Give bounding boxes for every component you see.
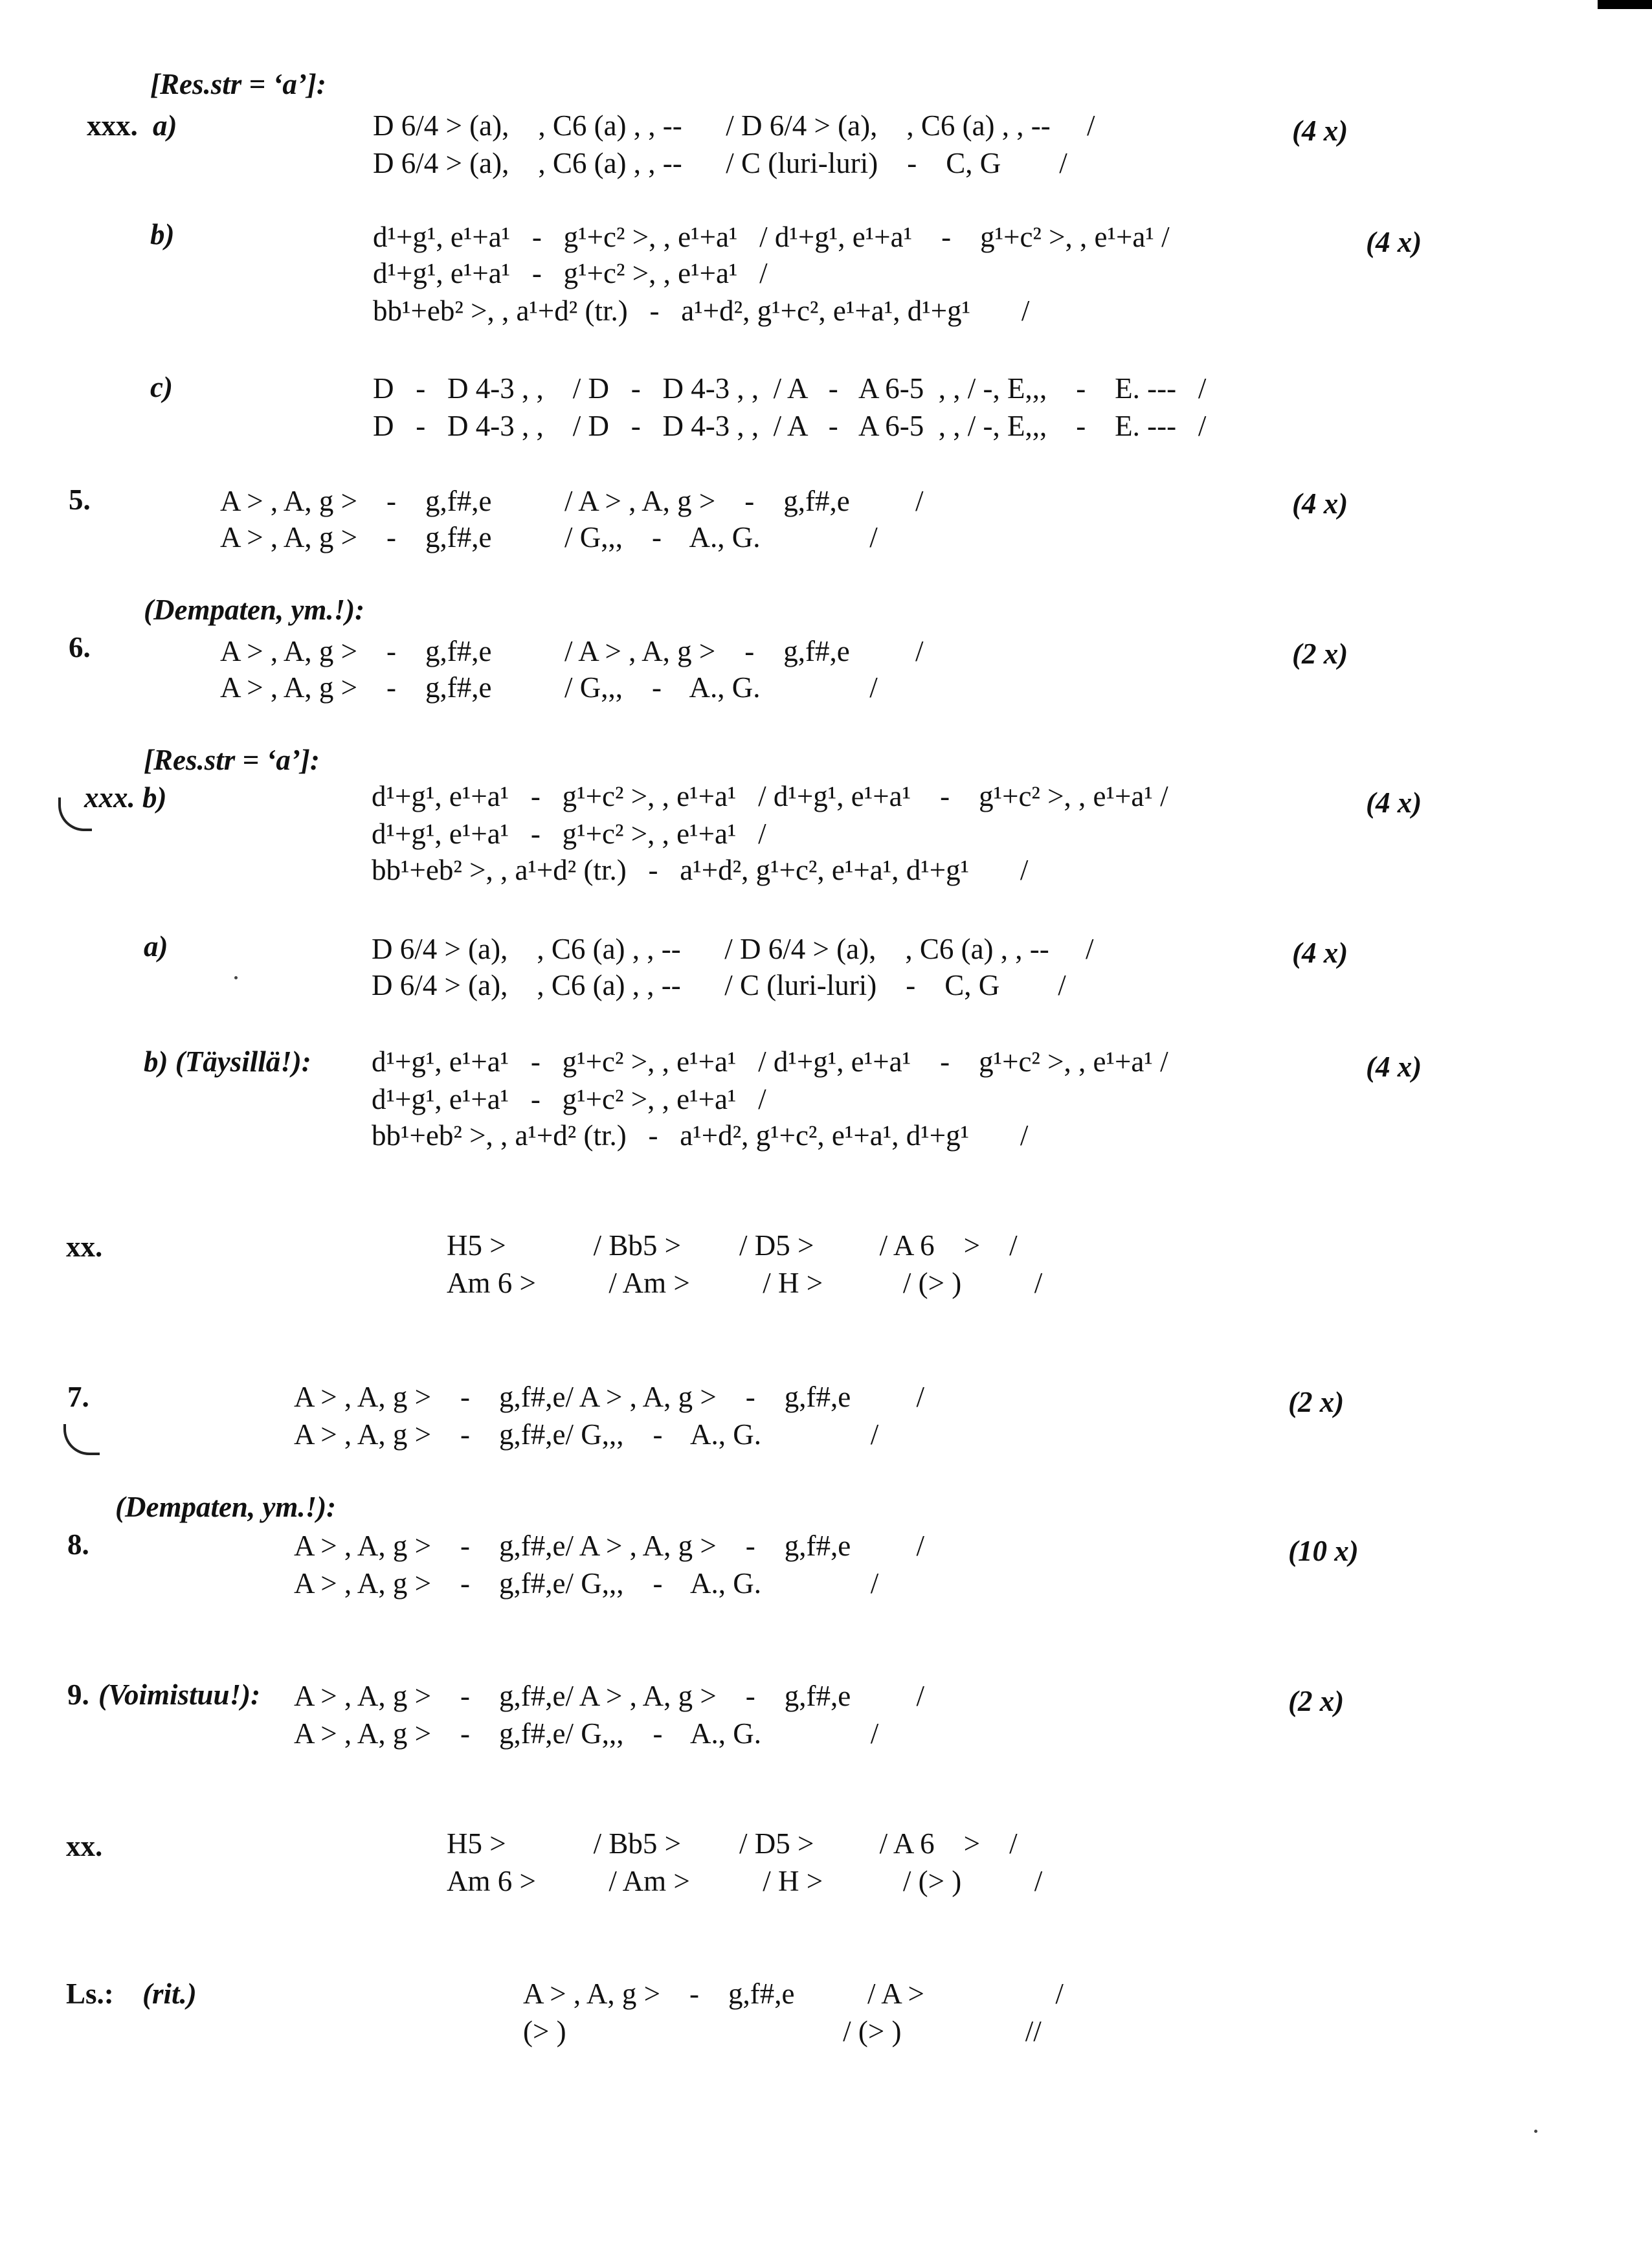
notation-line: A > , A, g > - g,f#,e/ A > , A, g > - g,f#,e / bbox=[294, 1530, 924, 1562]
notation-line: A > , A, g > - g,f#,e/ G,,, - A., G. / bbox=[294, 1717, 879, 1750]
notation-line: d¹+g¹, e¹+a¹ - g¹+c² >, , e¹+a¹ / d¹+g¹, e¹+a¹ - g¹+c² >, , e¹+a¹ / bbox=[372, 1045, 1168, 1078]
notation-line: Am 6 > / Am > / H > / (> ) / bbox=[447, 1865, 1043, 1897]
notation-line: D - D 4-3 , , / D - D 4-3 , , / A - A 6-5 , , / -, E,,, - E. --- / bbox=[373, 410, 1207, 442]
repeat-count: (4 x) bbox=[1366, 1051, 1422, 1083]
pencil-arc-mark bbox=[63, 1424, 100, 1455]
section-label: xxx. b) bbox=[84, 781, 167, 814]
sub-label: b) bbox=[150, 218, 175, 251]
section-header: (Dempaten, ym.!): bbox=[115, 1491, 337, 1523]
notation-line: H5 > / Bb5 > / D5 > / A 6 > / bbox=[447, 1827, 1018, 1860]
repeat-count: (2 x) bbox=[1288, 1685, 1345, 1717]
sub-label: b) (Täysillä!): bbox=[144, 1045, 311, 1078]
notation-line: D 6/4 > (a), , C6 (a) , , -- / C (luri-luri) - C, G / bbox=[372, 969, 1066, 1001]
section-number: 5. bbox=[69, 484, 91, 516]
notation-line: d¹+g¹, e¹+a¹ - g¹+c² >, , e¹+a¹ / bbox=[372, 1083, 766, 1115]
section-label: xxx. bbox=[87, 109, 138, 142]
notation-line: Am 6 > / Am > / H > / (> ) / bbox=[447, 1267, 1043, 1299]
notation-line: bb¹+eb² >, , a¹+d² (tr.) - a¹+d², g¹+c², e¹+a¹, d¹+g¹ / bbox=[372, 854, 1029, 886]
repeat-count: (2 x) bbox=[1292, 638, 1348, 670]
section-note: (rit.) bbox=[142, 1978, 197, 2010]
repeat-count: (2 x) bbox=[1288, 1386, 1345, 1418]
scan-speck bbox=[234, 976, 238, 979]
notation-line: A > , A, g > - g,f#,e/ A > , A, g > - g,f#,e / bbox=[294, 1680, 924, 1712]
sub-label: a) bbox=[144, 930, 168, 963]
notation-line: A > , A, g > - g,f#,e / G,,, - A., G. / bbox=[220, 671, 878, 704]
notation-line: D 6/4 > (a), , C6 (a) , , -- / D 6/4 > (a), , C6 (a) , , -- / bbox=[372, 933, 1094, 965]
section-number: 8. bbox=[67, 1528, 89, 1561]
repeat-count: (4 x) bbox=[1292, 487, 1348, 520]
section-note: (Voimistuu!): bbox=[98, 1678, 261, 1711]
scan-speck bbox=[1534, 2130, 1537, 2133]
notation-line: A > , A, g > - g,f#,e/ A > , A, g > - g,f#,e / bbox=[294, 1381, 924, 1413]
notation-line: bb¹+eb² >, , a¹+d² (tr.) - a¹+d², g¹+c², e¹+a¹, d¹+g¹ / bbox=[373, 295, 1030, 327]
sub-label: c) bbox=[150, 371, 173, 403]
notation-line: A > , A, g > - g,f#,e / A > / bbox=[523, 1978, 1064, 2010]
notation-line: d¹+g¹, e¹+a¹ - g¹+c² >, , e¹+a¹ / bbox=[373, 257, 768, 289]
notation-line: d¹+g¹, e¹+a¹ - g¹+c² >, , e¹+a¹ / d¹+g¹, e¹+a¹ - g¹+c² >, , e¹+a¹ / bbox=[373, 221, 1170, 253]
section-label: Ls.: bbox=[66, 1978, 114, 2010]
res-str-header: [Res.str = ‘a’]: bbox=[144, 744, 320, 776]
notation-line: d¹+g¹, e¹+a¹ - g¹+c² >, , e¹+a¹ / bbox=[372, 818, 766, 850]
notation-line: A > , A, g > - g,f#,e/ G,,, - A., G. / bbox=[294, 1567, 879, 1600]
notation-line: A > , A, g > - g,f#,e / A > , A, g > - g,f#,e / bbox=[220, 485, 924, 517]
notation-line: A > , A, g > - g,f#,e / A > , A, g > - g,f#,e / bbox=[220, 635, 924, 667]
section-label: xx. bbox=[66, 1830, 103, 1862]
notation-line: D 6/4 > (a), , C6 (a) , , -- / D 6/4 > (a), , C6 (a) , , -- / bbox=[373, 109, 1095, 142]
repeat-count: (4 x) bbox=[1366, 226, 1422, 258]
repeat-count: (4 x) bbox=[1292, 937, 1348, 969]
section-number: 9. bbox=[67, 1678, 89, 1711]
notation-line: D - D 4-3 , , / D - D 4-3 , , / A - A 6-5 , , / -, E,,, - E. --- / bbox=[373, 372, 1207, 405]
notation-line: (> ) / (> ) // bbox=[523, 2015, 1042, 2047]
notation-line: A > , A, g > - g,f#,e/ G,,, - A., G. / bbox=[294, 1418, 879, 1451]
notation-line: H5 > / Bb5 > / D5 > / A 6 > / bbox=[447, 1229, 1018, 1262]
repeat-count: (10 x) bbox=[1288, 1535, 1359, 1567]
section-header: (Dempaten, ym.!): bbox=[144, 594, 365, 626]
notation-line: bb¹+eb² >, , a¹+d² (tr.) - a¹+d², g¹+c², e¹+a¹, d¹+g¹ / bbox=[372, 1119, 1029, 1152]
res-str-header: [Res.str = ‘a’]: bbox=[150, 68, 326, 100]
repeat-count: (4 x) bbox=[1366, 786, 1422, 819]
section-label: xx. bbox=[66, 1231, 103, 1263]
notation-line: D 6/4 > (a), , C6 (a) , , -- / C (luri-luri) - C, G / bbox=[373, 147, 1067, 179]
notation-line: A > , A, g > - g,f#,e / G,,, - A., G. / bbox=[220, 521, 878, 553]
section-number: 7. bbox=[67, 1381, 89, 1413]
repeat-count: (4 x) bbox=[1292, 115, 1348, 147]
scan-edge-mark bbox=[1598, 0, 1652, 9]
section-number: 6. bbox=[69, 631, 91, 663]
sub-label: a) bbox=[153, 109, 177, 142]
notation-line: d¹+g¹, e¹+a¹ - g¹+c² >, , e¹+a¹ / d¹+g¹, e¹+a¹ - g¹+c² >, , e¹+a¹ / bbox=[372, 780, 1168, 812]
